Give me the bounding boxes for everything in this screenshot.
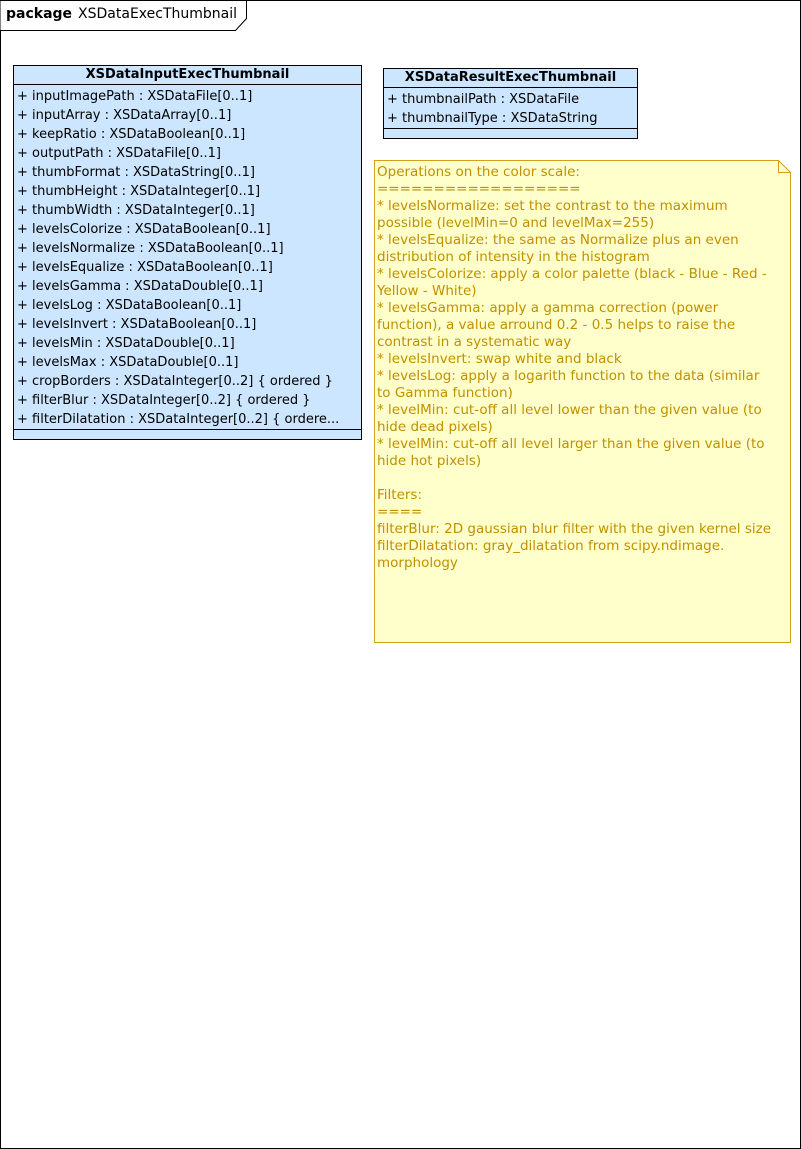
- class-attribute: + filterBlur : XSDataInteger[0..2] { ordered }: [17, 393, 311, 408]
- class-attribute: + inputImagePath : XSDataFile[0..1]: [17, 89, 253, 104]
- class-attribute: + outputPath : XSDataFile[0..1]: [17, 146, 222, 161]
- class-attribute: + thumbWidth : XSDataInteger[0..1]: [17, 203, 255, 218]
- class-attribute: + levelsInvert : XSDataBoolean[0..1]: [17, 317, 257, 332]
- class-attribute: + thumbnailType : XSDataString: [387, 111, 598, 126]
- class-attribute: + levelsLog : XSDataBoolean[0..1]: [17, 298, 242, 313]
- class-attribute: + thumbnailPath : XSDataFile: [387, 92, 580, 107]
- class-attribute: + levelsColorize : XSDataBoolean[0..1]: [17, 222, 271, 237]
- class-attribute: + filterDilatation : XSDataInteger[0..2] { ordere...: [17, 412, 340, 427]
- operation-compartment: [384, 129, 637, 138]
- class-xsdatainputexecthumbnail[interactable]: [13, 65, 362, 440]
- class-attribute: + levelsMax : XSDataDouble[0..1]: [17, 355, 239, 370]
- class-attribute: + thumbHeight : XSDataInteger[0..1]: [17, 184, 261, 199]
- attribute-compartment: [384, 88, 637, 129]
- class-attribute: + levelsEqualize : XSDataBoolean[0..1]: [17, 260, 273, 275]
- package-keyword: package: [6, 6, 73, 22]
- class-attribute: + levelsGamma : XSDataDouble[0..1]: [17, 279, 263, 294]
- package-name: XSDataExecThumbnail: [78, 6, 238, 22]
- class-attribute: + thumbFormat : XSDataString[0..1]: [17, 165, 255, 180]
- uml-note[interactable]: [374, 160, 791, 643]
- class-attribute: + levelsNormalize : XSDataBoolean[0..1]: [17, 241, 284, 256]
- class-xsdataresultexecthumbnail[interactable]: [383, 68, 638, 139]
- class-attribute: + levelsMin : XSDataDouble[0..1]: [17, 336, 235, 351]
- package-label: [6, 5, 237, 23]
- class-attribute: + cropBorders : XSDataInteger[0..2] { ordered }: [17, 374, 333, 389]
- note-text: Operations on the color scale: ================== * levelsNormalize: set the contrast to the maximum possible (levelMin=0 and levelMax=255) * levelsEqualize: the same as Normalize plus an even distribution of intensity in the histogram * levelsColorize: apply a color palette (black - Blue - Red - Yellow - White) * levelsGamma: apply a gamma correction (power function), a value arround 0.2 - 0.5 helps to raise the contrast in a systematic way * levelsInvert: swap white and black * levelsLog: apply a logarith function to the data (similar to Gamma function) * levelMin: cut-off all level lower than the given value (to hide dead pixels) * levelMin: cut-off all level larger than the given value (to hide hot pixels) Filters: ==== filterBlur: 2D gaussian blur filter with the given kernel size filterDilatation: gray_dilatation from scipy.ndimage. morphology: [377, 164, 772, 571]
- class-attribute: + keepRatio : XSDataBoolean[0..1]: [17, 127, 246, 142]
- attribute-compartment: [14, 85, 361, 430]
- operation-compartment: [14, 430, 361, 439]
- class-attribute: + inputArray : XSDataArray[0..1]: [17, 108, 232, 123]
- class-name: XSDataInputExecThumbnail: [14, 66, 361, 85]
- class-name: XSDataResultExecThumbnail: [384, 69, 637, 88]
